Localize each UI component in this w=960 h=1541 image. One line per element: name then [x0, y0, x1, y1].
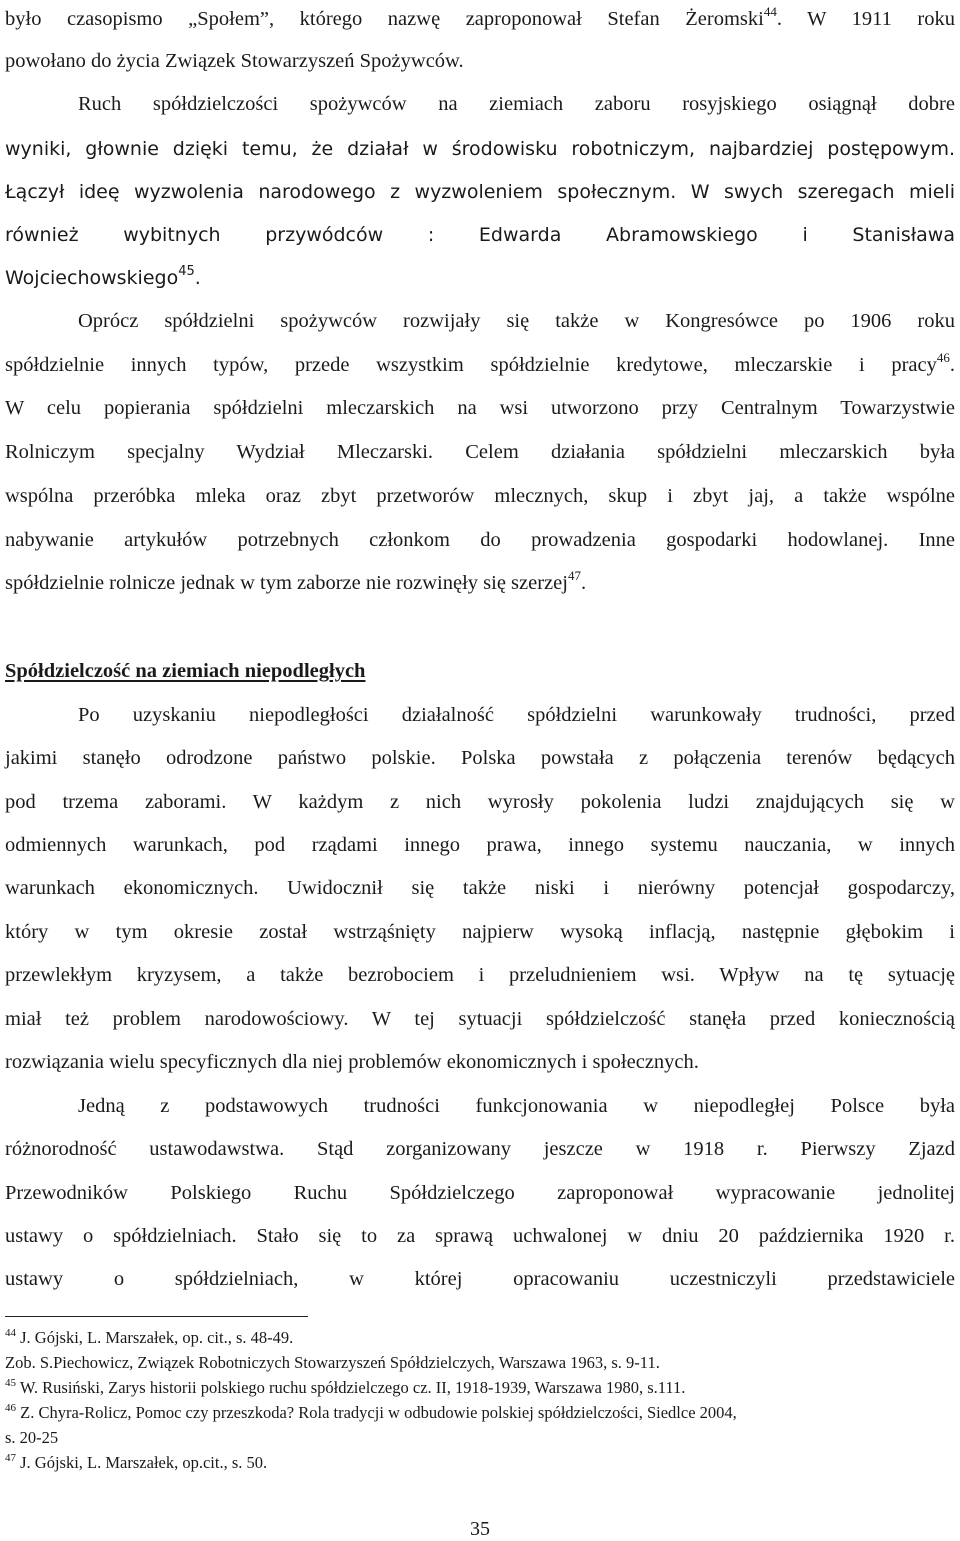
footnote: Zob. S.Piechowicz, Związek Robotniczych Stowarzyszeń Spółdzielczych, Warszawa 1963, s. 9-11. — [5, 1353, 660, 1372]
page-number: 35 — [470, 1518, 490, 1540]
body-line: ustawy o spółdzielniach, w której opracowaniu uczestniczyli przedstawiciele — [5, 1268, 955, 1290]
body-line: wyniki, głownie dzięki temu, że działał w środowisku robotniczym, najbardziej postępowym. — [5, 138, 955, 160]
body-line: spółdzielnie rolnicze jednak w tym zaborze nie rozwinęły się szerzej$^{47}$. — [5, 568, 587, 594]
body-line: różnorodność ustawodawstwa. Stąd zorganizowany jeszcze w 1918 r. Pierwszy Zjazd — [5, 1138, 955, 1160]
body-line: Po uzyskaniu niepodległości działalność spółdzielni warunkowały trudności, przed — [78, 704, 955, 726]
body-line: było czasopismo „Społem”, którego nazwę zaproponował Stefan Żeromski$^{44}$. W 1911 roku — [5, 4, 955, 30]
body-line: warunkach ekonomicznych. Uwidocznił się także niski i nierówny potencjał gospodarczy, — [5, 877, 955, 899]
body-line: odmiennych warunkach, pod rządami innego prawa, innego systemu nauczania, w innych — [5, 834, 955, 856]
footnote-ref[interactable]: 45 — [178, 264, 195, 279]
document-page — [5, 0, 955, 1541]
body-line: Jedną z podstawowych trudności funkcjonowania w niepodległej Polsce była — [78, 1095, 955, 1117]
body-line: W celu popierania spółdzielni mleczarskich na wsi utworzono przy Centralnym Towarzystwie — [5, 397, 955, 419]
body-line: powołano do życia Związek Stowarzyszeń Spożywców. — [5, 50, 464, 72]
footnote-ref[interactable]: 46 — [936, 350, 950, 365]
body-line: przewlekłym kryzysem, a także bezrobociem i przeludnieniem wsi. Wpływ na tę sytuację — [5, 964, 955, 986]
body-line: Łączył ideę wyzwolenia narodowego z wyzwoleniem społecznym. W swych szeregach mieli — [5, 181, 955, 203]
footnote-ref[interactable]: 44 — [763, 4, 777, 19]
body-line: Rolniczym specjalny Wydział Mleczarski. Celem działania spółdzielni mleczarskich była — [5, 441, 955, 463]
body-line: pod trzema zaborami. W każdym z nich wyrosły pokolenia ludzi znajdujących się w — [5, 791, 955, 813]
footnote: s. 20-25 — [5, 1428, 59, 1447]
footnote: $^{47}$ J. Gójski, L. Marszałek, op.cit., s. 50. — [5, 1452, 268, 1472]
footnote: $^{46}$ Z. Chyra-Rolicz, Pomoc czy przeszkoda? Rola tradycji w odbudowie polskiej spółdzielczości, Siedlce 2004, — [5, 1402, 737, 1422]
body-line: również wybitnych przywódców : Edwarda Abramowskiego i Stanisława — [5, 224, 955, 246]
body-line: Oprócz spółdzielni spożywców rozwijały się także w Kongresówce po 1906 roku — [78, 310, 955, 332]
body-line: Wojciechowskiego$^{45}$. — [5, 264, 201, 289]
body-line: rozwiązania wielu specyficznych dla niej problemów ekonomicznych i społecznych. — [5, 1051, 699, 1073]
body-line: ustawy o spółdzielniach. Stało się to za sprawą uchwalonej w dniu 20 października 1920 r. — [5, 1225, 955, 1247]
body-line: jakimi stanęło odrodzone państwo polskie. Polska powstała z połączenia terenów będących — [5, 747, 955, 769]
body-line: który w tym okresie został wstrząśnięty najpierw wysoką inflacją, następnie głębokim i — [5, 921, 955, 943]
section-heading: Spółdzielczość na ziemiach niepodległych — [5, 660, 366, 682]
body-line: spółdzielnie innych typów, przede wszystkim spółdzielnie kredytowe, mleczarskie i pracy$^{46}$. — [5, 350, 955, 376]
body-line: Przewodników Polskiego Ruchu Spółdzielczego zaproponował wypracowanie jednolitej — [5, 1182, 955, 1204]
footnote-separator — [5, 1316, 308, 1317]
body-line: Ruch spółdzielczości spożywców na ziemiach zaboru rosyjskiego osiągnął dobre — [78, 93, 955, 115]
footnote: $^{44}$ J. Gójski, L. Marszałek, op. cit., s. 48-49. — [5, 1327, 294, 1347]
footnote: $^{45}$ W. Rusiński, Zarys historii polskiego ruchu spółdzielczego cz. II, 1918-1939, Warszawa 1980, s.111. — [5, 1377, 686, 1397]
body-line: miał też problem narodowościowy. W tej sytuacji spółdzielczość stanęła przed koniecznością — [5, 1008, 955, 1030]
footnote-ref[interactable]: 47 — [567, 568, 581, 583]
body-line: nabywanie artykułów potrzebnych członkom do prowadzenia gospodarki hodowlanej. Inne — [5, 529, 955, 551]
body-line: wspólna przeróbka mleka oraz zbyt przetworów mlecznych, skup i zbyt jaj, a także wspólne — [5, 485, 955, 507]
